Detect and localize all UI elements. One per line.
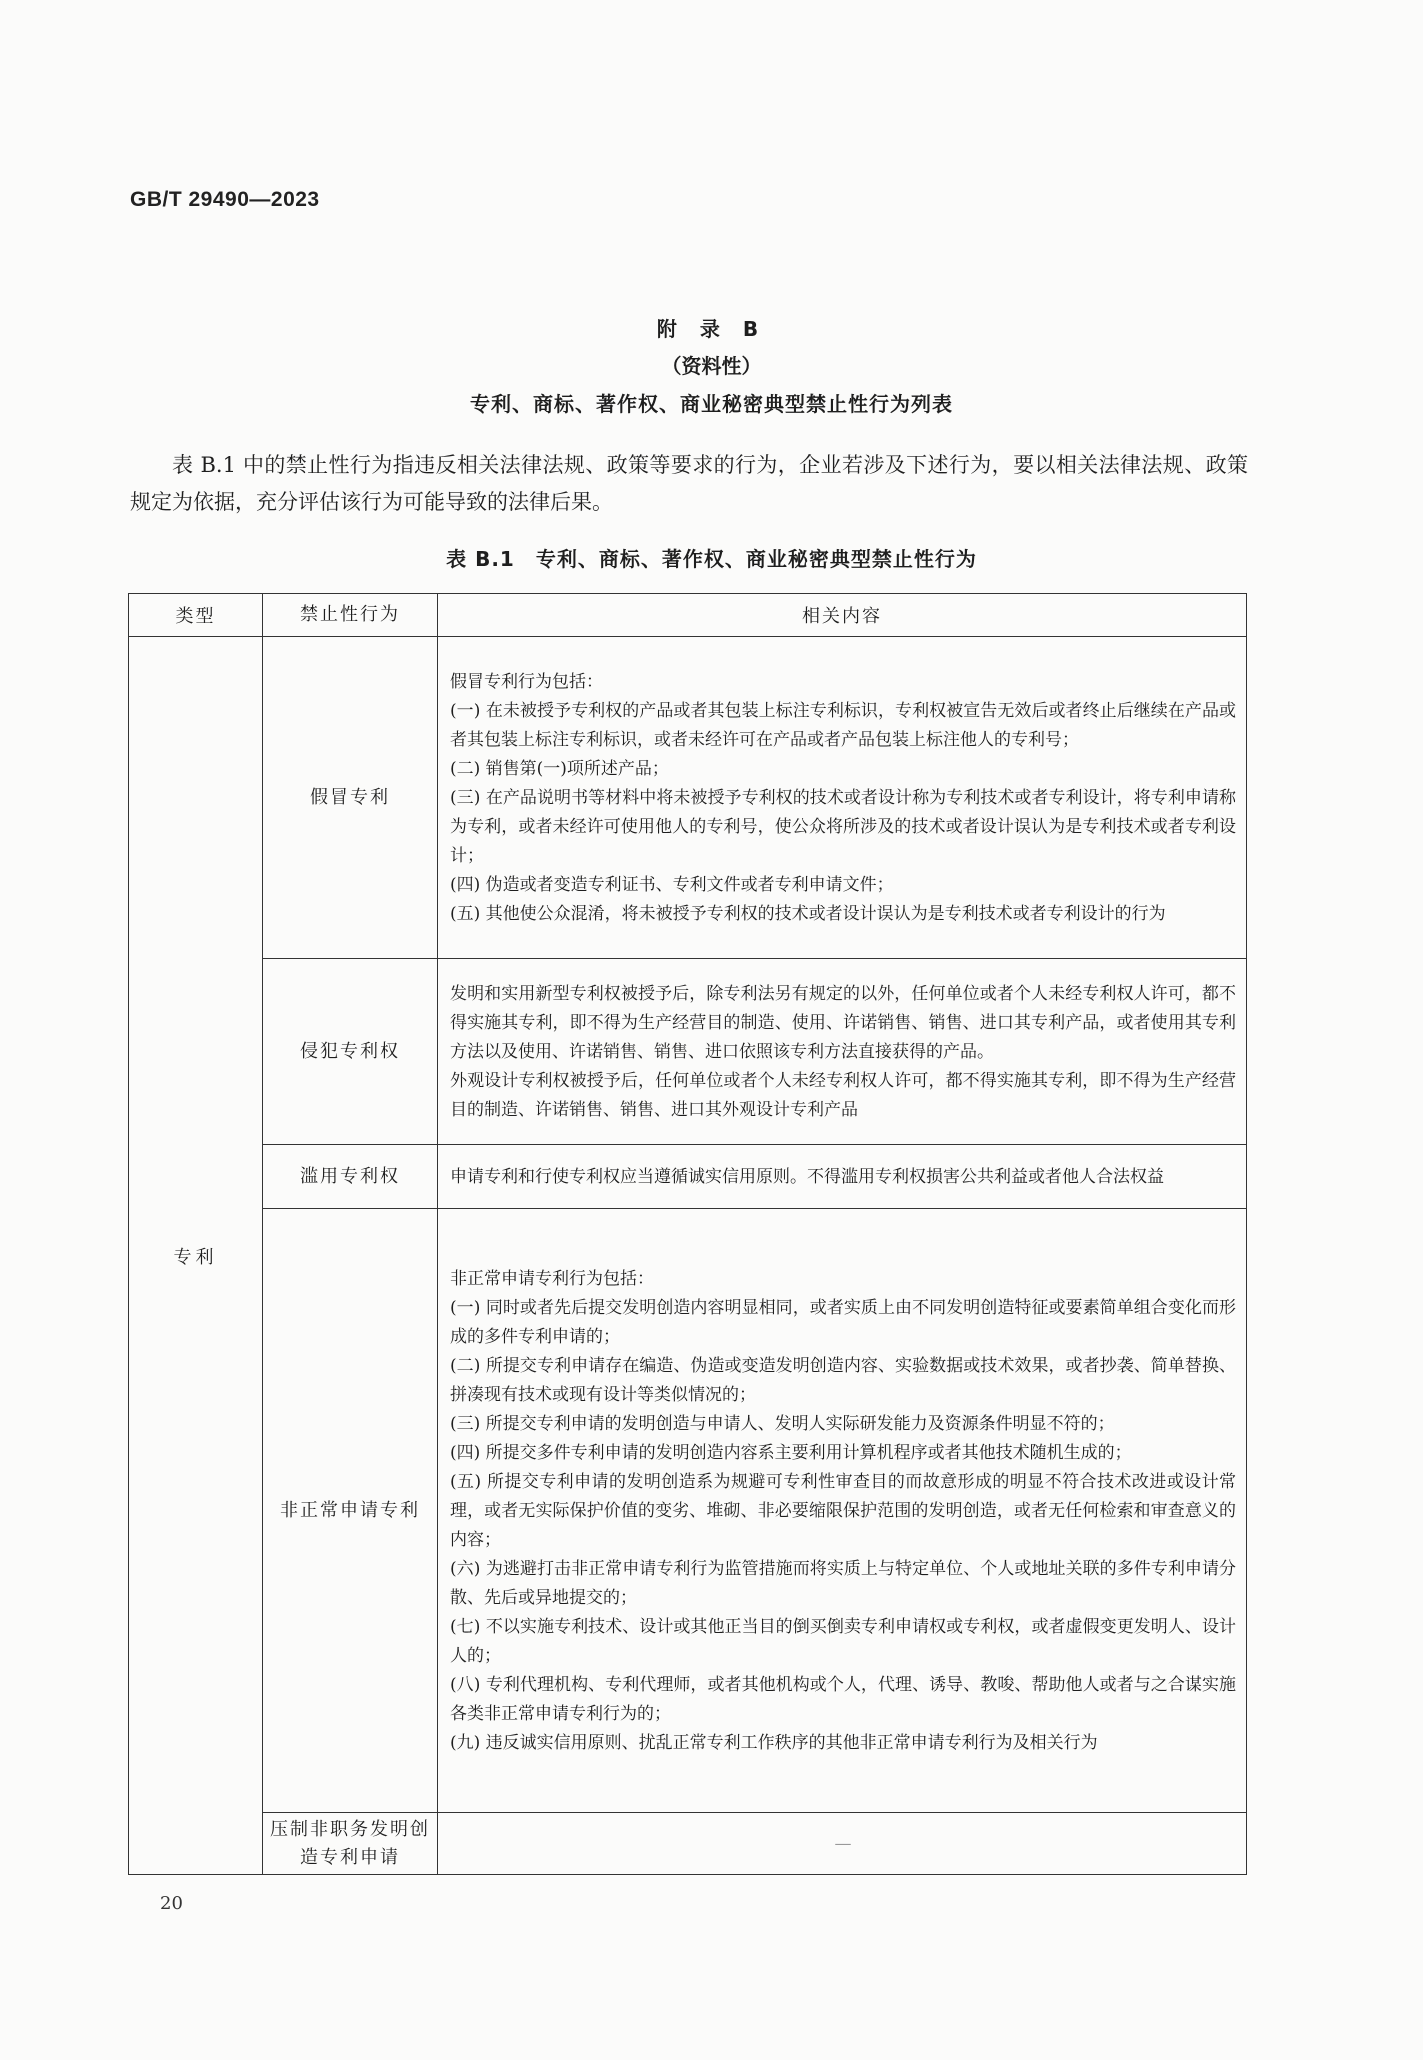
content-cell: [438, 1209, 1247, 1813]
content-line: 假冒专利行为包括：: [450, 671, 603, 692]
content-line: (二) 销售第(一)项所述产品；: [450, 758, 669, 779]
content-line: (七) 不以实施专利技术、设计或其他正当目的倒买倒卖专利申请权或专利权，或者虚假变更发明人、设计人的；: [450, 1616, 1236, 1666]
content-line: (四) 所提交多件专利申请的发明创造内容系主要利用计算机程序或者其他技术随机生成的；: [450, 1442, 1132, 1463]
table-row: [129, 1145, 1247, 1209]
prohibited-behavior-table: [128, 593, 1247, 1875]
content-line: (六) 为逃避打击非正常申请专利行为监管措施而将实质上与特定单位、个人或地址关联的多件专利申请分散、先后或异地提交的；: [450, 1558, 1236, 1608]
content-line: 非正常申请专利行为包括：: [450, 1268, 654, 1289]
content-line: 发明和实用新型专利权被授予后，除专利法另有规定的以外，任何单位或者个人未经专利权人许可，都不得实施其专利，即不得为生产经营目的制造、使用、许诺销售、销售、进口其专利产品，或者使用其专利方法以及使用、许诺销售、销售、进口依照该专利方法直接获得的产品。: [450, 983, 1236, 1062]
content-line: (四) 伪造或者变造专利证书、专利文件或者专利申请文件；: [450, 874, 894, 895]
content-line: (三) 在产品说明书等材料中将未被授予专利权的技术或者设计称为专利技术或者专利设计，将专利申请称为专利，或者未经许可使用他人的专利号，使公众将所涉及的技术或者设计误认为是专利技术或者专利设计；: [450, 787, 1236, 866]
behavior-cell: 压制非职务发明创造专利申请: [263, 1813, 438, 1875]
content-cell: [438, 959, 1247, 1145]
content-cell-empty-dash: —: [438, 1813, 1247, 1875]
content-line: (一) 在未被授予专利权的产品或者其包装上标注专利标识，专利权被宣告无效后或者终止后继续在产品或者其包装上标注专利标识，或者未经许可在产品或者产品包装上标注他人的专利号；: [450, 700, 1236, 750]
header-behavior: 禁止性行为: [263, 594, 438, 637]
content-cell: [438, 637, 1247, 959]
standard-code: GB/T 29490—2023: [130, 188, 320, 211]
behavior-cell: 假冒专利: [263, 637, 438, 959]
content-line: (五) 所提交专利申请的发明创造系为规避可专利性审查目的而故意形成的明显不符合技术改进或设计常理，或者无实际保护价值的变劣、堆砌、非必要缩限保护范围的发明创造，或者无任何检索和审查意义的内容；: [450, 1471, 1236, 1550]
appendix-subtitle: 专利、商标、著作权、商业秘密典型禁止性行为列表: [470, 392, 953, 416]
category-cell: 专利: [129, 637, 263, 1875]
behavior-cell: 滥用专利权: [263, 1145, 438, 1209]
intro-paragraph: 表 B.1 中的禁止性行为指违反相关法律法规、政策等要求的行为，企业若涉及下述行为，要以相关法律法规、政策规定为依据，充分评估该行为可能导致的法律后果。: [130, 453, 1248, 514]
content-line: (二) 所提交专利申请存在编造、伪造或变造发明创造内容、实验数据或技术效果，或者抄袭、简单替换、拼凑现有技术或现有设计等类似情况的；: [450, 1355, 1236, 1405]
page-number: 20: [160, 1893, 183, 1914]
behavior-cell: 侵犯专利权: [263, 959, 438, 1145]
appendix-type: （资料性）: [661, 354, 762, 378]
table-row: [129, 959, 1247, 1145]
appendix-title: 附 录 B: [656, 317, 767, 341]
table-header-row: [129, 594, 1247, 637]
content-line: 申请专利和行使专利权应当遵循诚实信用原则。不得滥用专利权损害公共利益或者他人合法权益: [450, 1166, 1164, 1187]
behavior-cell: 非正常申请专利: [263, 1209, 438, 1813]
content-line: (八) 专利代理机构、专利代理师，或者其他机构或个人，代理、诱导、教唆、帮助他人或者与之合谋实施各类非正常申请专利行为的；: [450, 1674, 1236, 1724]
content-line: (九) 违反诚实信用原则、扰乱正常专利工作秩序的其他非正常申请专利行为及相关行为: [450, 1732, 1098, 1753]
table-row: [129, 1813, 1247, 1875]
content-line: (三) 所提交专利申请的发明创造与申请人、发明人实际研发能力及资源条件明显不符的；: [450, 1413, 1115, 1434]
header-content: 相关内容: [438, 594, 1247, 637]
content-cell: [438, 1145, 1247, 1209]
header-type: 类型: [129, 594, 263, 637]
table-row: [129, 637, 1247, 959]
content-line: 外观设计专利权被授予后，任何单位或者个人未经专利权人许可，都不得实施其专利，即不得为生产经营目的制造、许诺销售、销售、进口其外观设计专利产品: [450, 1070, 1236, 1120]
content-line: (一) 同时或者先后提交发明创造内容明显相同，或者实质上由不同发明创造特征或要素简单组合变化而形成的多件专利申请的；: [450, 1297, 1236, 1347]
table-caption: 表 B.1 专利、商标、著作权、商业秘密典型禁止性行为: [446, 547, 977, 571]
table-row: [129, 1209, 1247, 1813]
content-line: (五) 其他使公众混淆，将未被授予专利权的技术或者设计误认为是专利技术或者专利设计的行为: [450, 903, 1166, 924]
